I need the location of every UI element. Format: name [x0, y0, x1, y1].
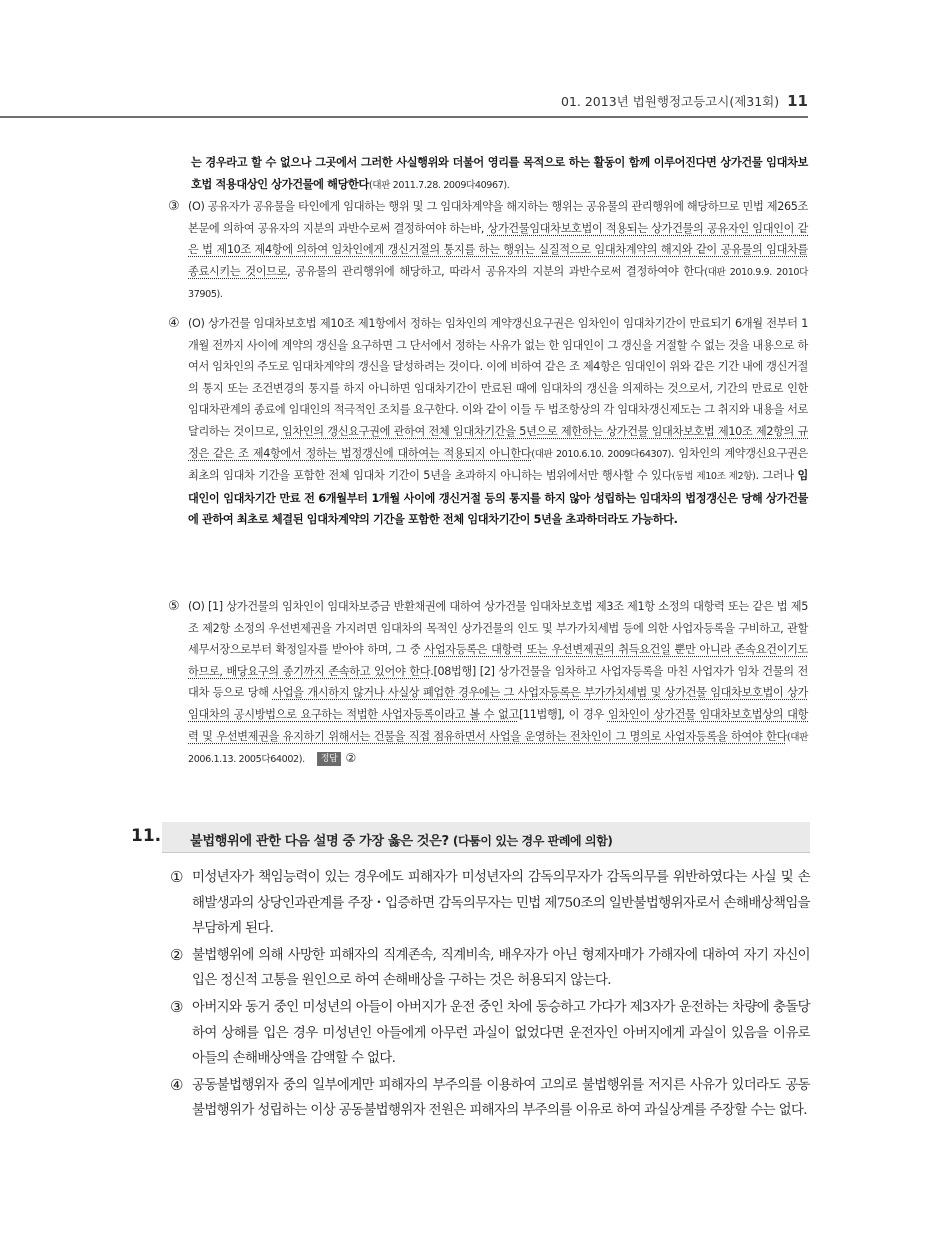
option-3-text: 아버지와 동거 중인 미성년의 아들이 아버지가 운전 중인 차에 동승하고 가다가 제3자가 운전하는 차량에 충돌당하여 상해를 입은 경우 미성년인 아들에게 아무런 과실이 없었다면 운전자인 아버지에게 과실이 있음을 이유로 아들의 손해배상액을 감액할 수 없다. — [192, 999, 810, 1067]
explanation-5-underline-3: 임차인이 상가건물 임대차보호법상의 대항력 및 우선변제권을 유지하기 위해서는 건물을 직접 점유하면서 사업을 운영하는 전차인이 그 명의로 사업자등록을 하여야 한다 — [188, 707, 808, 743]
explanation-5-text-2: .[08법행] [2] 상가건물을 임차하고 사업자등록을 마친 사업자가 임차 건물의 전대차 등으로 당해 — [188, 664, 809, 700]
continuation-source: (대판 2011.7.28. 2009다40967). — [368, 179, 510, 191]
option-4-text: 공동불법행위자 중의 일부에게만 피해자의 부주의를 이용하여 고의로 불법행위를 저지른 사유가 있더라도 공동불법행위가 성립하는 이상 공동불법행위자 전원은 피해자의 부주의를 이유로 하여 과실상계를 주장할 수는 없다. — [192, 1077, 810, 1119]
option-4 — [170, 1073, 810, 1124]
explanation-5-body — [188, 596, 808, 771]
option-4-marker: ④ — [170, 1075, 183, 1094]
running-header — [561, 92, 808, 110]
option-3-marker: ③ — [170, 997, 183, 1016]
header-title: 01. 2013년 법원행정고등고시(제31회) — [561, 94, 780, 109]
explanation-4-source-2: (동법 제10조 제2항) — [672, 471, 756, 483]
explanation-4-source-1: (대판 2010.6.10. 2009다64307) — [531, 448, 671, 460]
answer-value: ② — [345, 751, 356, 766]
explanation-4-bold-1: 임대인이 임대차기간 만료 전 6개월부터 1개월 사이에 갱신거절 등의 통지를 하지 않아 성립하는 임대차의 법정갱신은 당해 상가건물에 관하여 최초로 체결된 임대차계약의 기간을 포함한 전체 임대차기간이 5년을 초과하더라도 가능하다. — [188, 469, 808, 527]
option-2-text: 불법행위에 의해 사망한 피해자의 직계존속, 직계비속, 배우자가 아닌 형제자매가 가해자에 대하여 자기 자신이 입은 정신적 고통을 원인으로 하여 손해배상을 구하는 것은 허용되지 않는다. — [192, 947, 810, 989]
question-note: (다툼이 있는 경우 판례에 의함) — [452, 834, 613, 848]
explanation-5-marker: ⑤ — [168, 599, 180, 614]
question-stem: 불법행위에 관한 다음 설명 중 가장 옳은 것은? — [190, 834, 449, 849]
explanation-5-underline-1: 사업자등록은 대항력 또는 우선변제권의 취득요건일 뿐만 아니라 존속요건이기도 하므로, 배당요구의 종기까지 존속하고 있어야 한다 — [188, 643, 808, 678]
continuation-bold: 는 경우라고 할 수 없으나 그곳에서 그러한 사실행위와 더불어 영리를 목적으로 하는 활동이 함께 이루어진다면 상가건물 임대차보호법 적용대상인 상가건물에 해당한다 — [191, 156, 808, 191]
header-rule — [0, 116, 808, 118]
explanation-4 — [168, 313, 808, 531]
page-number: 11 — [787, 92, 808, 110]
explanation-3-text-2: , 공유물의 관리행위에 해당하고, 따라서 공유자의 지분의 과반수로써 결정하여야 한다 — [287, 264, 705, 278]
explanation-continuation — [168, 152, 808, 196]
continuation-text — [168, 152, 808, 196]
option-1-text: 미성년자가 책임능력이 있는 경우에도 피해자가 미성년자의 감독의무자가 감독의무를 위반하였다는 사실 및 손해발생과의 상당인과관계를 주장・입증하면 감독의무자는 민법 제750조의 일반불법행위자로서 손해배상책임을 부담하게 된다. — [192, 870, 810, 937]
explanation-4-text-2: . 임차인의 계약갱신요구권은 최초의 임대차 기간을 포함한 전체 임대차 기간이 5년을 초과하지 아니하는 범위에서만 행사할 수 있다 — [188, 446, 808, 483]
option-1-marker: ① — [170, 868, 183, 886]
explanation-4-body — [188, 313, 808, 531]
explanation-5-source: (대판 2006.1.13. 2005다64002). — [188, 731, 808, 766]
explanation-4-marker: ④ — [168, 316, 180, 331]
question-number: 11. — [131, 826, 162, 846]
explanation-3-text-1: (O) 공유자가 공유물을 타인에게 임대하는 행위 및 그 임대차계약을 해지하는 행위는 공유물의 관리행위에 해당하므로 민법 제265조 본문에 의하여 공유자의 지분의 과반수로써 결정하여야 하는바, — [188, 200, 808, 235]
option-2 — [170, 943, 810, 994]
explanation-4-underline-1: 임차인의 갱신요구권에 관하여 전체 임대차기간을 5년으로 제한하는 상가건물 임대차보호법 제10조 제2항의 규정은 같은 조 제4항에서 정하는 법정갱신에 대하여는 적용되지 아니한다 — [188, 424, 808, 460]
option-1 — [170, 865, 810, 942]
explanation-3-body — [188, 196, 808, 306]
answer-badge: 정답 — [317, 752, 342, 766]
explanation-4-text-1: (O) 상가건물 임대차보호법 제10조 제1항에서 정하는 임차인의 계약갱신요구권은 임차인이 임대차기간이 만료되기 6개월 전부터 1개월 전까지 사이에 계약의 갱신을 요구하면 그 단서에서 정하는 사유가 없는 한 임대인이 그 갱신을 거절할 수 없는 것을 내용으로 하여서 임차인의 주도로 임대차계약의 갱신을 달성하려는 것이다. 이에 비하여 같은 조 제4항은 임대인이 위와 같은 기간 내에 갱신거절의 통지 또는 조건변경의 통지를 하지 아니하면 임대차기간이 만료된 때에 임대차의 갱신을 의제하는 것으로서, 기간의 만료로 인한 임대차관계의 종료에 임대인의 적극적인 조치를 요구한다. 이와 같이 이들 두 법조항상의 각 임대차갱신제도는 그 취지와 내용을 서로 달리하는 것이므로, — [188, 317, 808, 438]
explanation-4-text-3: . 그러나 — [755, 469, 798, 483]
question-text — [190, 830, 613, 849]
explanation-3-underline-1: 상가건물임대차보호법이 적용되는 상가건물의 공유자인 임대인이 같은 법 제10조 제4항에 의하여 임차인에게 갱신거절의 통지를 하는 행위는 실질적으로 임대차계약의 해지와 같이 공유물의 임대차를 종료시키는 것이므로 — [188, 221, 808, 278]
option-3 — [170, 995, 810, 1072]
explanation-5-underline-2: 사업을 개시하지 않거나 사실상 폐업한 경우에는 그 사업자등록은 부가가치세법 및 상가건물 임대차보호법이 상가임대차의 공시방법으로 요구하는 적법한 사업자등록이라고 볼 수 없고 — [188, 686, 808, 721]
explanation-5 — [168, 596, 808, 771]
explanation-5-text-3: [11법행], 이 경우 — [518, 707, 608, 721]
option-2-marker: ② — [170, 945, 183, 964]
explanation-3 — [168, 196, 808, 306]
explanation-5-text-1: (O) [1] 상가건물의 임차인이 임대차보증금 반환채권에 대하여 상가건물 임대차보호법 제3조 제1항 소정의 대항력 또는 같은 법 제5조 제2항 소정의 우선변제권을 가지려면 임대차의 목적인 상가건물의 인도 및 부가가치세법 등에 의한 사업자등록을 구비하고, 관할세무서장으로부터 확정일자를 받아야 하며, 그 중 — [188, 600, 808, 657]
explanation-3-source: (대판 2010.9.9. 2010다37905). — [188, 266, 808, 301]
answer-options — [170, 865, 810, 1125]
explanation-3-marker: ③ — [168, 199, 180, 214]
